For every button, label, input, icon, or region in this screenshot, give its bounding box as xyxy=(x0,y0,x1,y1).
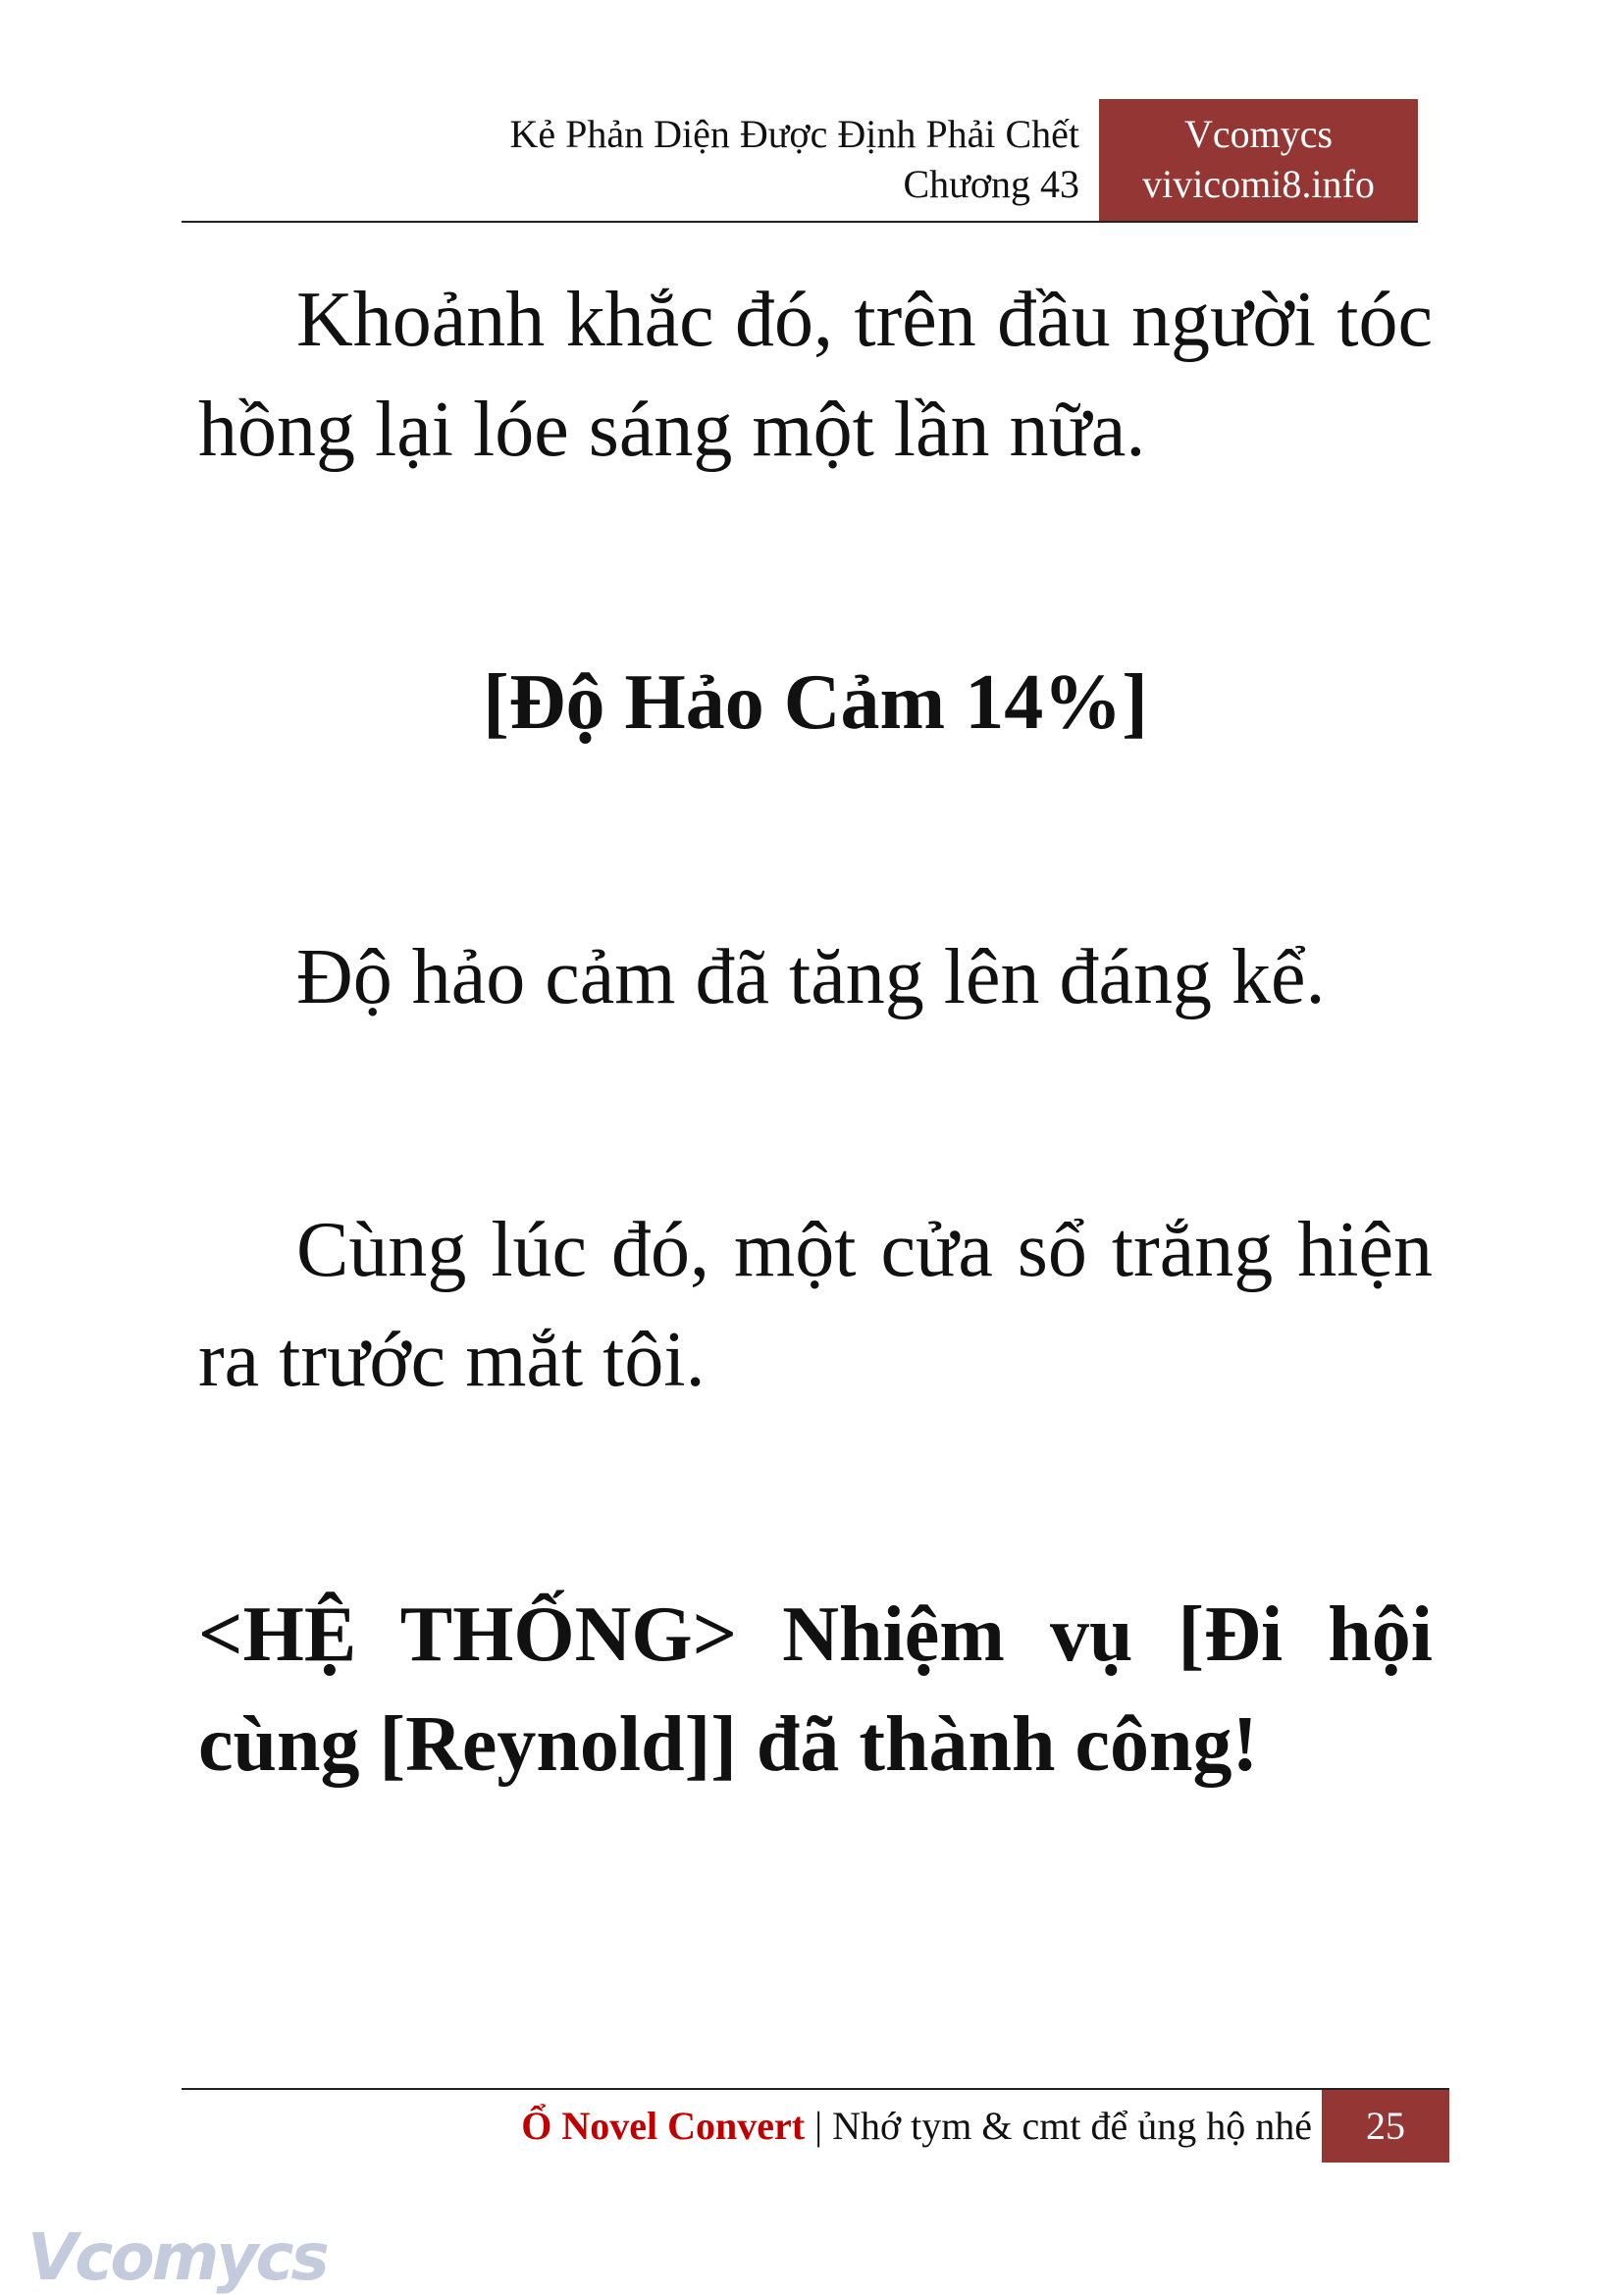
site-name: Vcomycs xyxy=(1183,112,1334,156)
footer-text xyxy=(521,2100,1312,2153)
chapter-label: Chương 43 xyxy=(903,162,1079,206)
header-titles xyxy=(509,109,1079,209)
page-header xyxy=(182,99,1418,223)
paragraph-4: Cùng lúc đó, một cửa sổ trắng hiện ra trước mắt tôi. xyxy=(198,1207,1433,1403)
footer-message: Nhớ tym & cmt để ủng hộ nhé xyxy=(832,2104,1312,2148)
page-footer xyxy=(182,2088,1449,2163)
paragraph-1: Khoảnh khắc đó, trên đầu người tóc hồng lại lóe sáng một lần nữa. xyxy=(198,277,1433,473)
system-message: <HỆ THỐNG> Nhiệm vụ [Đi hội cùng [Reynold]] đã thành công! xyxy=(198,1591,1433,1788)
affection-status: [Độ Hảo Cảm 14%] xyxy=(483,659,1148,746)
page-number: 25 xyxy=(1322,2090,1449,2163)
site-url: vivicomi8.info xyxy=(1142,162,1375,206)
book-title: Kẻ Phản Diện Được Định Phải Chết xyxy=(509,112,1079,156)
paragraph-3: Độ hảo cảm đã tăng lên đáng kể. xyxy=(296,934,1326,1020)
footer-brand: Ổ Novel Convert xyxy=(521,2104,806,2148)
footer-separator: | xyxy=(814,2104,823,2148)
watermark-logo: Vcomycs xyxy=(27,2219,327,2295)
header-site-box xyxy=(1099,99,1418,221)
